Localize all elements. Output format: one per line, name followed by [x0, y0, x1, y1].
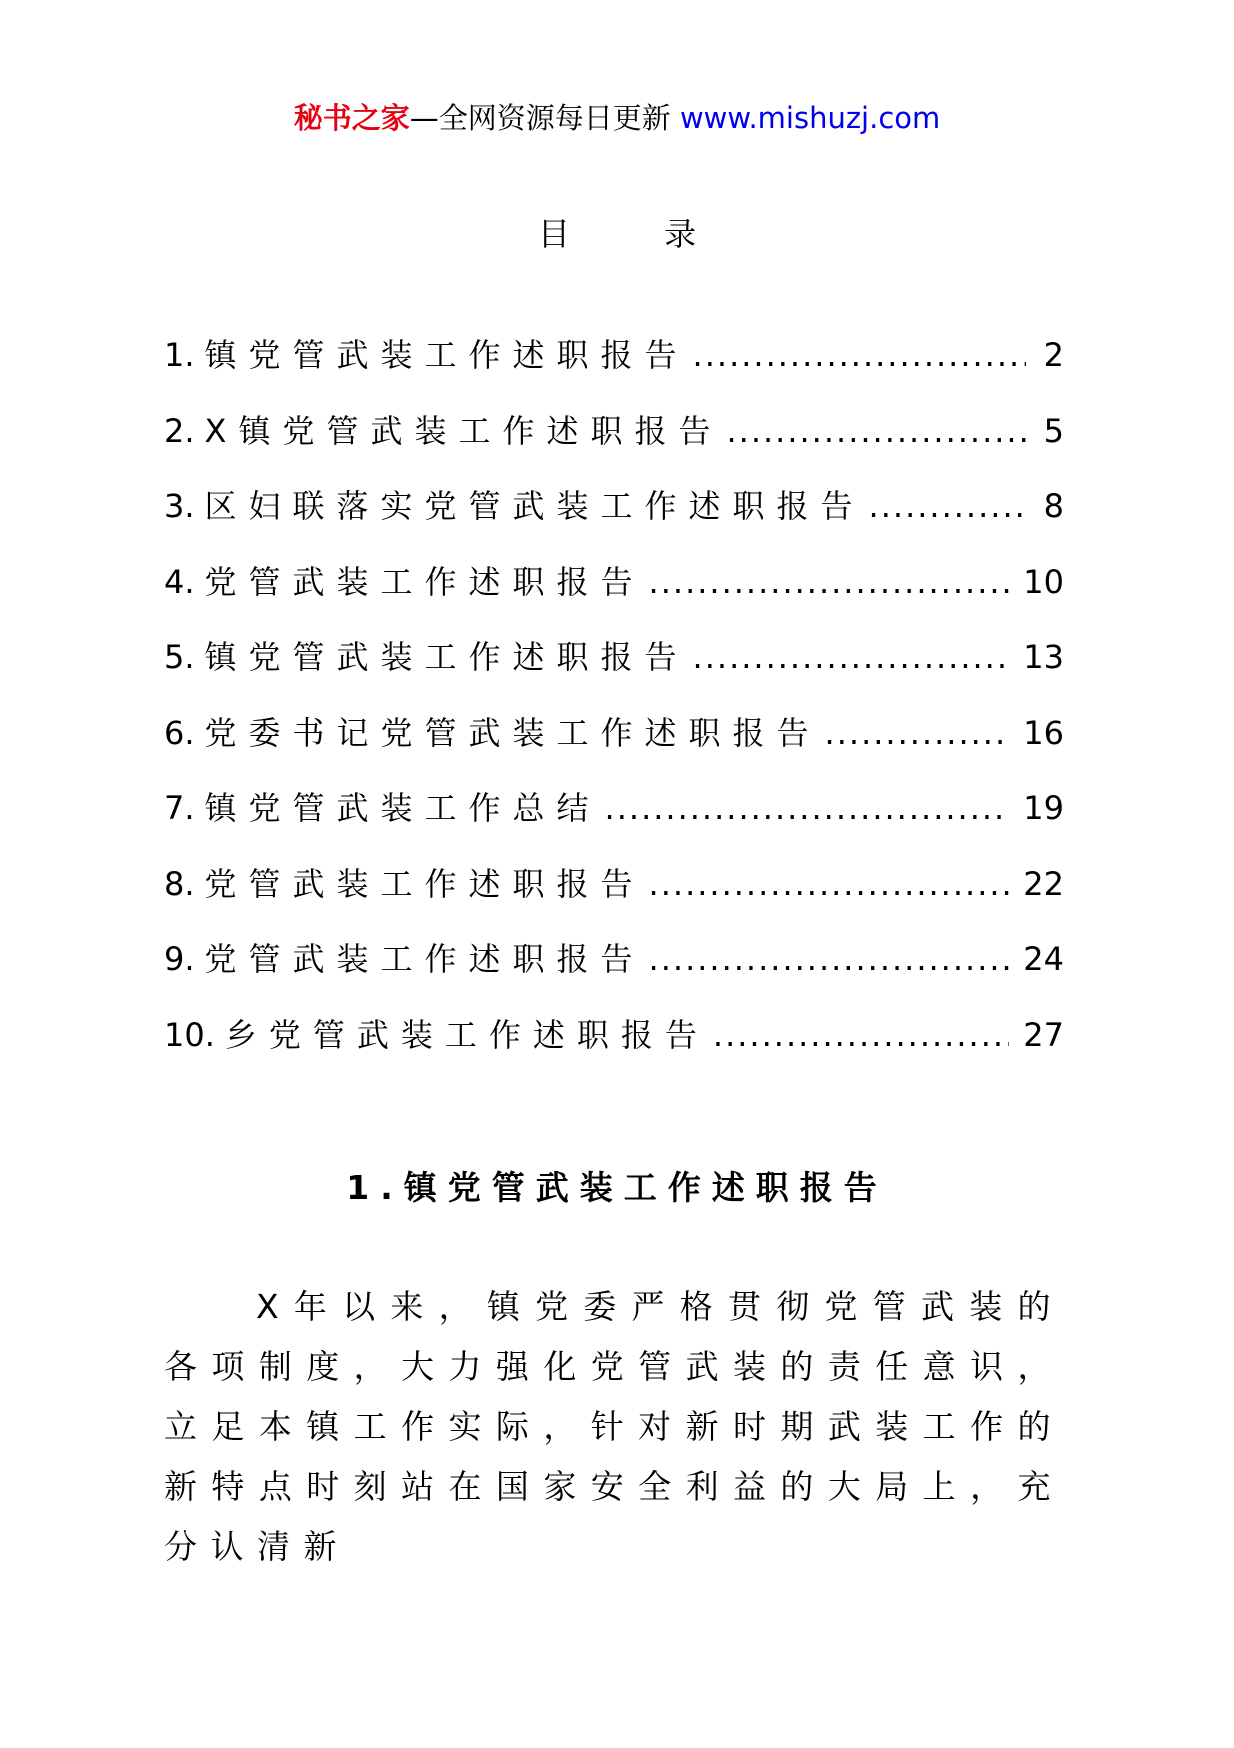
toc-entry-number: 7. — [164, 789, 195, 827]
toc-leader-dots — [649, 862, 1010, 906]
toc-entry-title: 镇党管武装工作总结 — [204, 789, 601, 827]
toc-entry[interactable] — [164, 333, 1064, 409]
toc-leader-dots — [693, 635, 1010, 679]
toc-entry-title: 区妇联落实党管武装工作述职报告 — [204, 487, 865, 525]
toc-entry-page: 5 — [1043, 411, 1064, 450]
toc-leader-dots — [693, 333, 1026, 377]
toc-entry-title: 党管武装工作述职报告 — [204, 864, 645, 903]
table-of-contents — [164, 333, 1064, 1088]
toc-entry-number: 3. — [164, 487, 195, 525]
toc-entry[interactable] — [164, 711, 1064, 787]
toc-entry[interactable] — [164, 560, 1064, 636]
toc-entry-page: 13 — [1023, 638, 1064, 676]
toc-entry-page: 19 — [1023, 789, 1064, 827]
toc-entry-title: X镇党管武装工作述职报告 — [204, 411, 723, 450]
toc-entry-page: 2 — [1043, 336, 1064, 374]
toc-title: 目 录 — [537, 215, 739, 253]
toc-leader-dots — [825, 711, 1010, 755]
toc-entry-title: 党管武装工作述职报告 — [204, 940, 645, 978]
toc-entry-page: 22 — [1023, 864, 1064, 903]
toc-entry[interactable] — [164, 862, 1064, 938]
toc-leader-dots — [726, 409, 1026, 453]
toc-entry[interactable] — [164, 1013, 1064, 1089]
toc-entry[interactable] — [164, 409, 1064, 485]
toc-entry-page: 24 — [1023, 940, 1064, 978]
header-tagline: —全网资源每日更新 — [409, 101, 680, 135]
toc-entry-page: 8 — [1043, 487, 1064, 525]
site-header — [0, 98, 1234, 138]
toc-entry-page: 10 — [1023, 562, 1064, 601]
toc-entry-number: 5. — [164, 638, 195, 676]
toc-leader-dots — [869, 484, 1026, 528]
toc-entry[interactable] — [164, 484, 1064, 560]
toc-entry[interactable] — [164, 786, 1064, 862]
toc-leader-dots — [649, 937, 1010, 981]
toc-leader-dots — [713, 1013, 1009, 1057]
toc-entry-number: 8. — [164, 864, 195, 903]
toc-entry-title: 党管武装工作述职报告 — [204, 562, 645, 601]
toc-entry-page: 27 — [1023, 1015, 1064, 1054]
toc-entry-number: 9. — [164, 940, 195, 978]
toc-entry-number: 10. — [164, 1015, 215, 1054]
toc-entry-number: 2. — [164, 411, 195, 450]
toc-leader-dots — [605, 786, 1010, 830]
toc-entry-title: 乡党管武装工作述职报告 — [224, 1015, 709, 1054]
toc-leader-dots — [649, 560, 1010, 604]
toc-entry-number: 4. — [164, 562, 195, 601]
website-link[interactable]: www.mishuzj.com — [679, 101, 941, 135]
toc-entry-title: 镇党管武装工作述职报告 — [204, 336, 689, 374]
body-paragraph: X年以来，镇党委严格贯彻党管武装的各项制度，大力强化党管武装的责任意识，立足本镇工作实际，针对新时期武装工作的新特点时刻站在国家安全利益的大局上，充分认清新 — [164, 1287, 1064, 1566]
toc-entry[interactable] — [164, 635, 1064, 711]
toc-entry-number: 1. — [164, 336, 195, 374]
brand-name: 秘书之家 — [293, 101, 410, 135]
toc-entry-title: 党委书记党管武装工作述职报告 — [204, 713, 821, 752]
toc-entry-page: 16 — [1023, 713, 1064, 752]
section-heading: 1.镇党管武装工作述职报告 — [346, 1168, 888, 1207]
toc-entry[interactable] — [164, 937, 1064, 1013]
toc-entry-number: 6. — [164, 713, 195, 752]
toc-entry-title: 镇党管武装工作述职报告 — [204, 638, 689, 676]
